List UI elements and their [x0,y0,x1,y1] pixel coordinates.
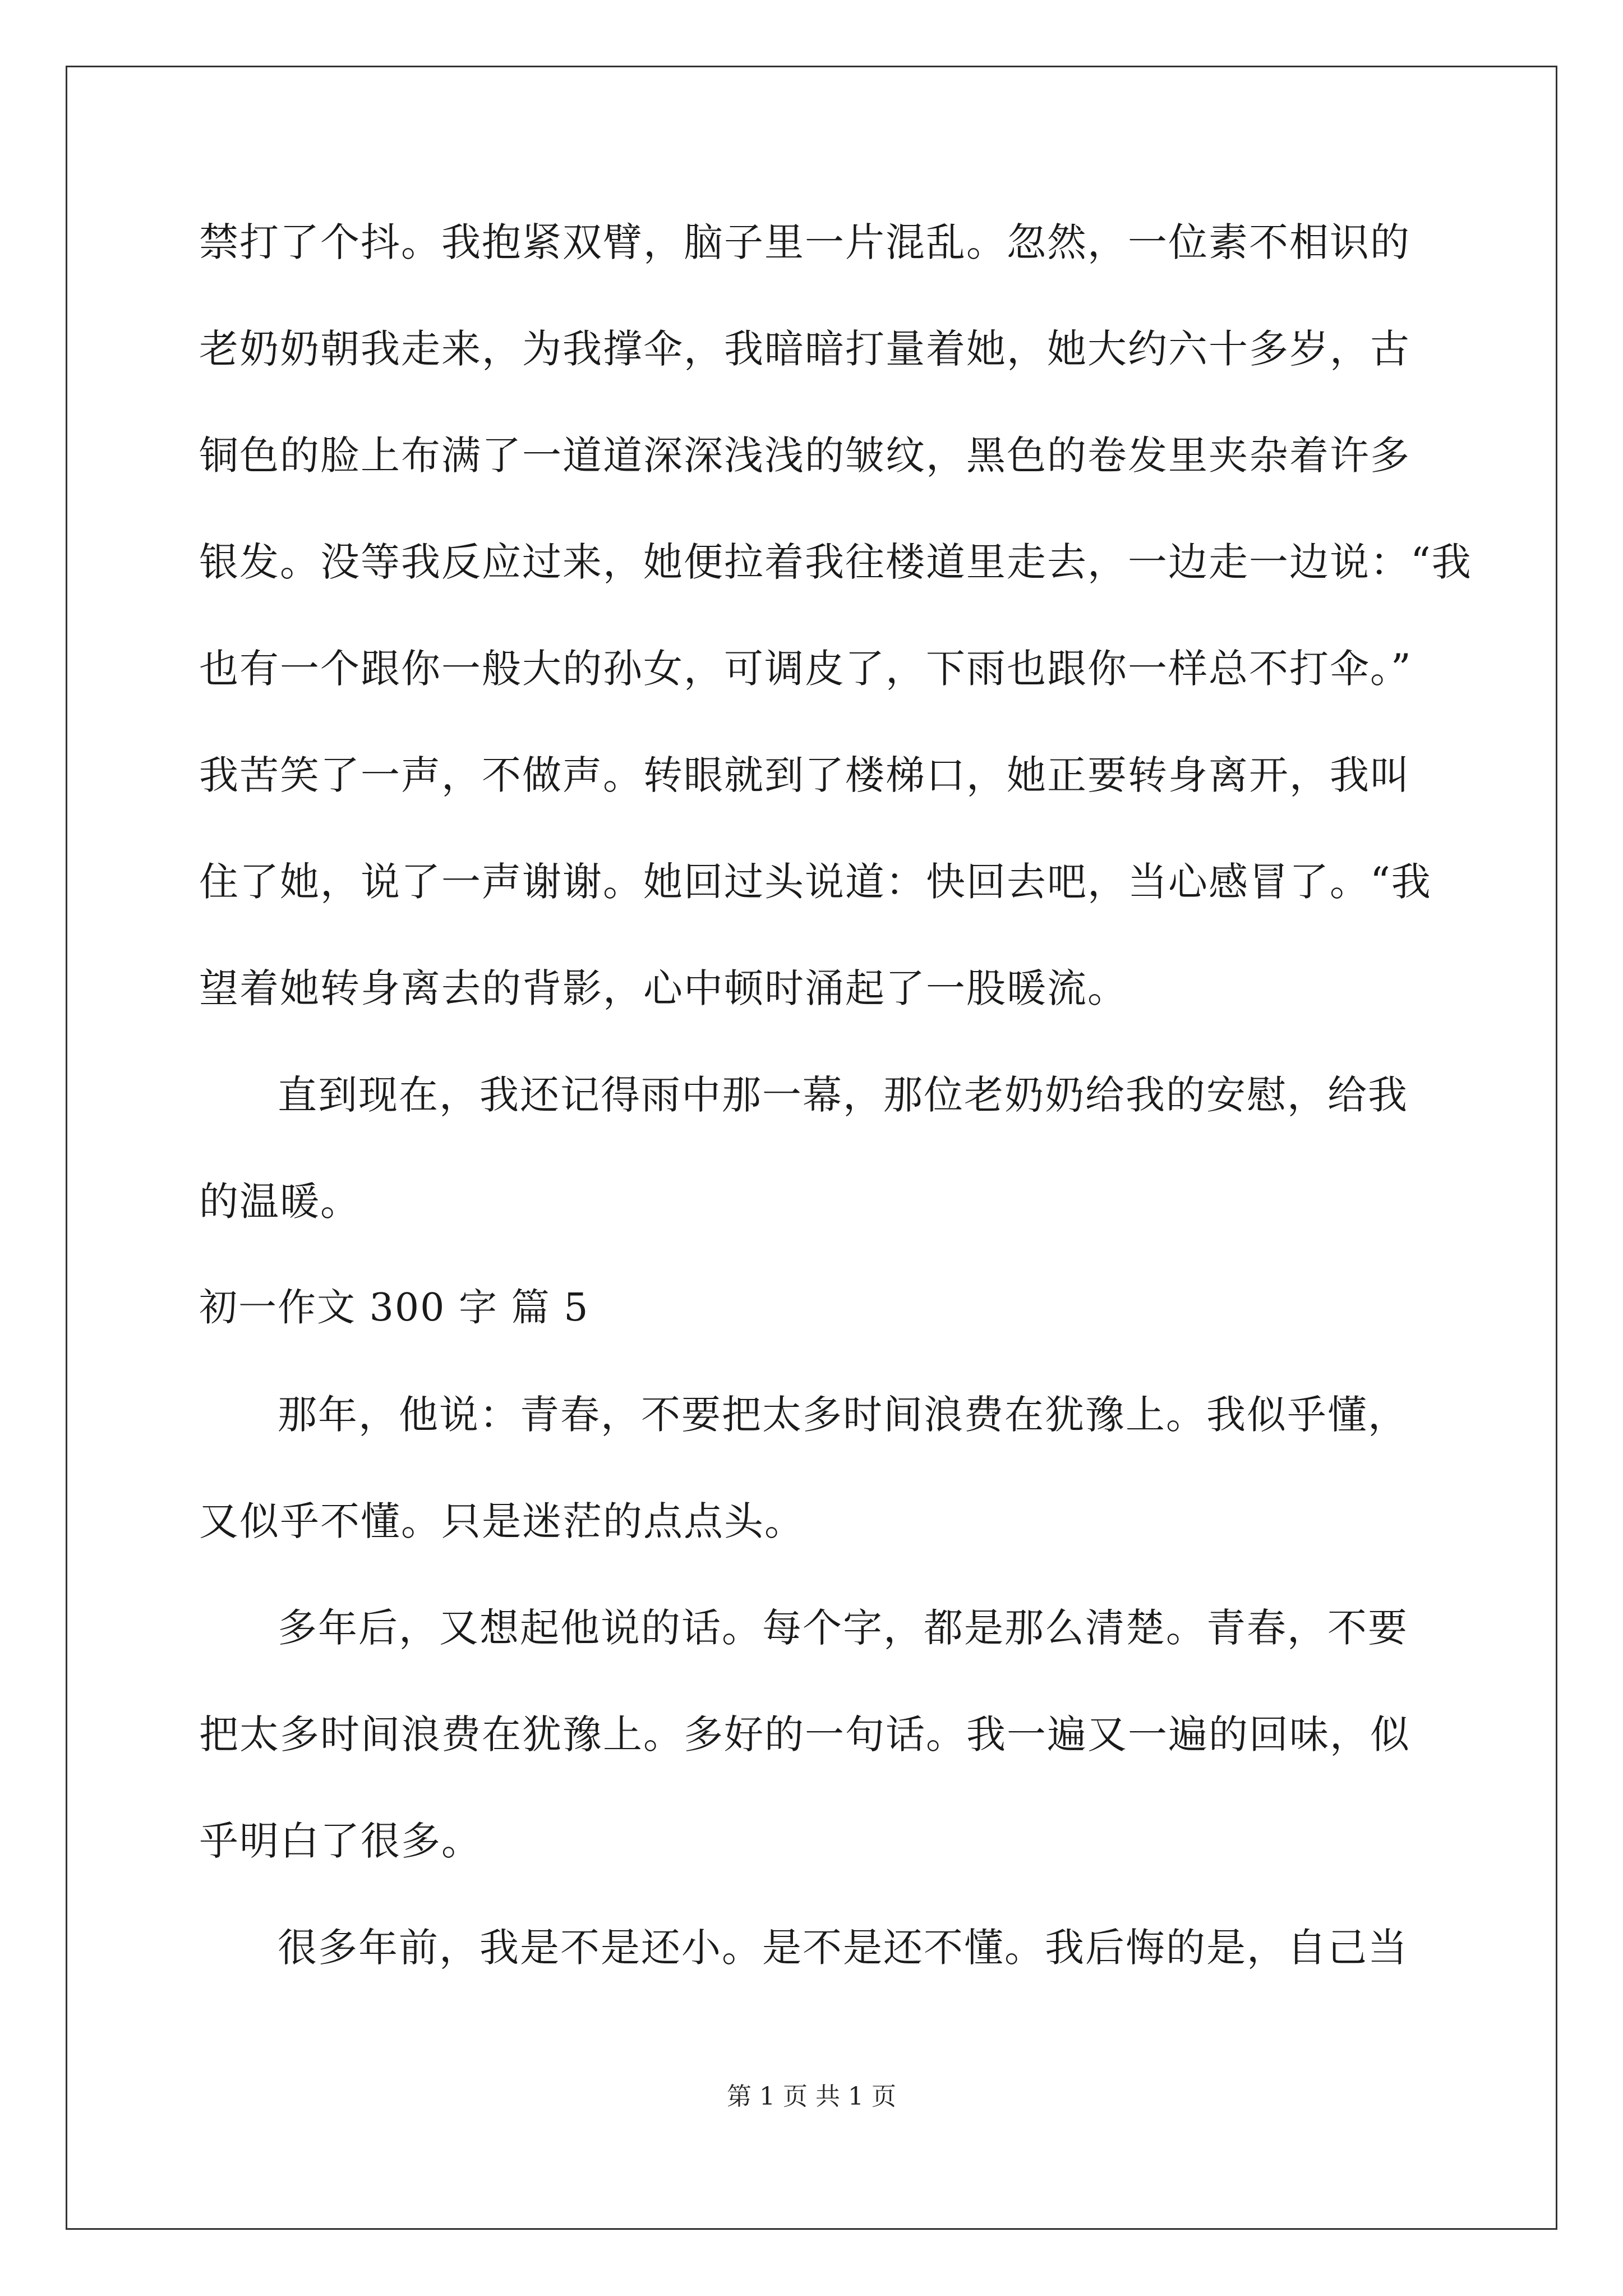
text-line: 我苦笑了一声，不做声。转眼就到了楼梯口，她正要转身离开，我叫 [199,752,1410,798]
text-line: 那年，他说：青春，不要把太多时间浪费在犹豫上。我似乎懂， [278,1392,1408,1438]
paragraph [199,1061,1433,1274]
text-line: 很多年前，我是不是还小。是不是还不懂。我后悔的是，自己当 [278,1925,1408,1971]
text-line: 乎明白了很多。 [199,1818,482,1864]
text-line: 直到现在，我还记得雨中那一幕，那位老奶奶给我的安慰，给我 [278,1072,1408,1118]
paragraph [199,1914,1433,2021]
section-heading: 初一作文 300 字 篇 5 [199,1286,589,1330]
text-line: 又似乎不懂。只是迷茫的点点头。 [199,1498,805,1544]
text-line: 禁打了个抖。我抱紧双臂，脑子里一片混乱。忽然，一位素不相识的 [199,219,1410,265]
paragraph [199,209,1472,1061]
page-footer: 第 1 页 共 1 页 [727,2082,896,2111]
text-line: 也有一个跟你一般大的孙女，可调皮了，下雨也跟你一样总不打伞。” [199,646,1412,692]
paragraph [199,1594,1433,1914]
text-line: 铜色的脸上布满了一道道深深浅浅的皱纹，黑色的卷发里夹杂着许多 [199,432,1410,478]
text-line: 老奶奶朝我走来，为我撑伞，我暗暗打量着她，她大约六十多岁，古 [199,326,1410,372]
text-line: 望着她转身离去的背影，心中顿时涌起了一股暖流。 [199,965,1128,1011]
text-line: 银发。没等我反应过来，她便拉着我往楼道里走去，一边走一边说：“我 [199,539,1472,585]
text-line: 住了她，说了一声谢谢。她回过头说道：快回去吧，当心感冒了。“我 [199,859,1432,905]
text-line: 的温暖。 [199,1179,361,1225]
text-line: 把太多时间浪费在犹豫上。多好的一句话。我一遍又一遍的回味，似 [199,1711,1410,1757]
text-line: 多年后，又想起他说的话。每个字，都是那么清楚。青春，不要 [278,1605,1408,1651]
paragraph [199,1381,1433,1594]
document-body [199,209,1472,2021]
